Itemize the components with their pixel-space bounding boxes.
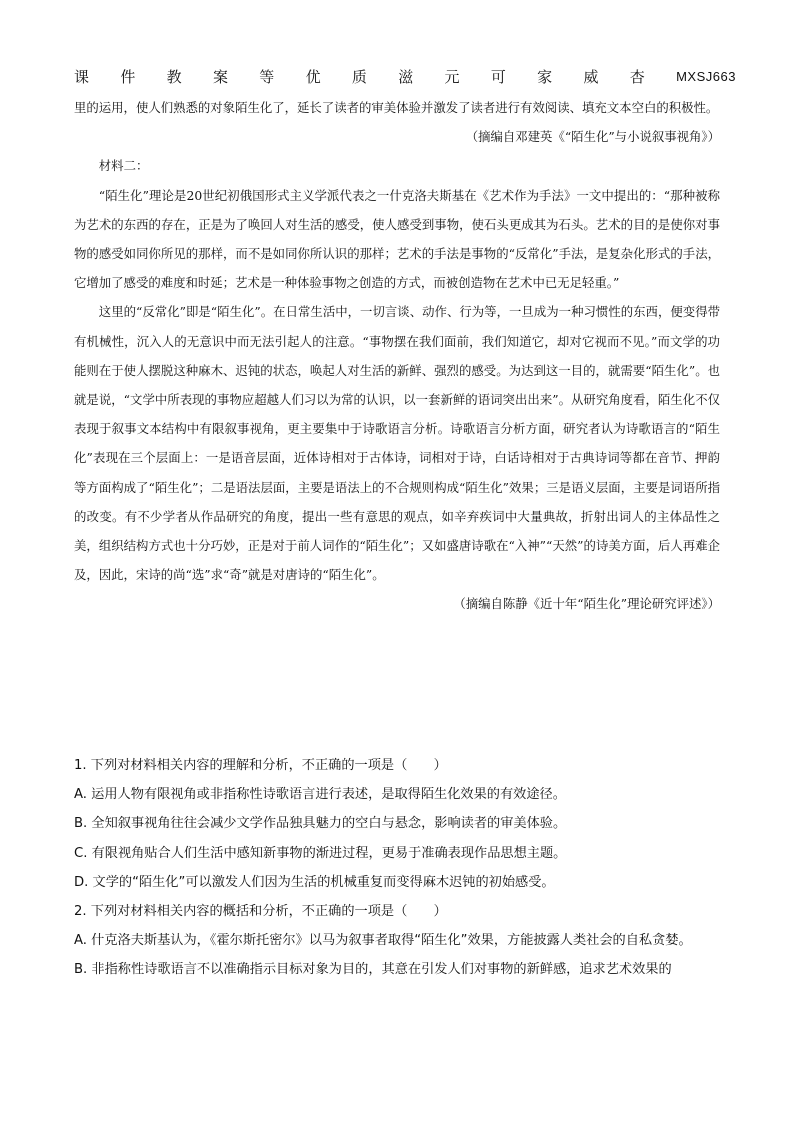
- header-char: 件: [120, 67, 136, 86]
- header-char: 可: [490, 67, 506, 86]
- header-char: 质: [351, 67, 367, 86]
- header-char: 威: [583, 67, 599, 86]
- question-stem: 2. 下列对材料相关内容的概括和分析，不正确的一项是（ ）: [74, 904, 447, 920]
- answer-option: A. 什克洛夫斯基认为，《霍尔斯托密尔》以马为叙事者取得“陌生化”效果，方能披露人类社会的自私贪婪。: [74, 933, 692, 949]
- page-header: [74, 66, 736, 86]
- citation-two: （摘编自陈静《近十年“陌生化”理论研究评述》）: [453, 596, 720, 612]
- passage-continuation: 里的运用，使人们熟悉的对象陌生化了，延长了读者的审美体验并激发了读者进行有效阅读、填充文本空白的积极性。: [74, 100, 719, 115]
- citation-one: （摘编自邓建英《“陌生化”与小说叙事视角》）: [465, 129, 720, 145]
- answer-option: B. 全知叙事视角往往会减少文学作品独具魅力的空白与悬念，影响读者的审美体验。: [74, 816, 567, 832]
- answer-option: D. 文学的“陌生化”可以激发人们因为生活的机械重复而变得麻木迟钝的初始感受。: [74, 874, 555, 890]
- material-two-paragraph-one: “陌生化”理论是20世纪初俄国形式主义学派代表之一什克洛夫斯基在《艺术作为手法》一文中提出的：“那种被称为艺术的东西的存在，正是为了唤回人对生活的感受，使人感受到事物，使石头更成其为石头。艺术的目的是使你对事物的感受如同你所见的那样，而不是如同你所认识的那样；艺术的手法是事物的“反常化”手法，是复杂化形式的手法，它增加了感受的难度和时延；艺术是一种体验事物之创造的方式，而被创造物在艺术中已无足轻重。”: [74, 187, 720, 291]
- header-char: 案: [212, 67, 228, 86]
- header-char: 等: [259, 67, 275, 86]
- answer-option: C. 有限视角贴合人们生活中感知新事物的渐进过程，更易于准确表现作品思想主题。: [74, 845, 567, 861]
- header-char: 家: [537, 67, 553, 86]
- reading-passage: [74, 93, 720, 619]
- header-char: 优: [305, 67, 321, 86]
- material-two-paragraph-two: 这里的“反常化”即是“陌生化”。在日常生活中，一切言谈、动作、行为等，一旦成为一种习惯性的东西，便变得带有机械性，沉入人的无意识中而无法引起人的注意。“事物摆在我们面前，我们知道它，却对它视而不见。”而文学的功能则在于使人摆脱这种麻木、迟钝的状态，唤起人对生活的新鲜、强烈的感受。为达到这一目的，就需要“陌生化”。也就是说，“文学中所表现的事物应超越人们习以为常的认识，以一套新鲜的语词突出出来”。从研究角度看，陌生化不仅表现于叙事文本结构中有限叙事视角，更主要集中于诗歌语言分析。诗歌语言分析方面，研究者认为诗歌语言的“陌生化”表现在三个层面上：一是语音层面，近体诗相对于古体诗，词相对于诗，白话诗相对于古典诗词等都在音节、押韵等方面构成了“陌生化”；二是语法层面，主要是语法上的不合规则构成“陌生化”效果；三是语义层面，主要是词语所指的改变。有不少学者从作品研究的角度，提出一些有意思的观点，如辛弃疾词中大量典故，折射出词人的主体品性之美，组织结构方式也十分巧妙，正是对于前人词作的“陌生化”；又如盛唐诗歌在“入神”“天然”的诗美方面，后人再难企及，因此，宋诗的尚“选”求“奇”就是对唐诗的“陌生化”。: [74, 304, 720, 583]
- header-char: 课: [74, 67, 90, 86]
- header-char: 教: [166, 67, 182, 86]
- header-char: 滋: [398, 67, 414, 86]
- answer-option: B. 非指称性诗歌语言不以准确指示目标对象为目的，其意在引发人们对事物的新鲜感，追求艺术效果的: [74, 962, 672, 978]
- question-stem: 1. 下列对材料相关内容的理解和分析，不正确的一项是（ ）: [74, 758, 447, 773]
- header-char: 元: [444, 67, 460, 86]
- document-code: MXSJ663: [676, 68, 736, 84]
- header-char: 杏: [629, 67, 645, 86]
- material-two-label: 材料二：: [98, 158, 149, 174]
- question-section: [74, 751, 720, 985]
- answer-option: A. 运用人物有限视角或非指称性诗歌语言进行表述，是取得陌生化效果的有效途径。: [74, 787, 566, 803]
